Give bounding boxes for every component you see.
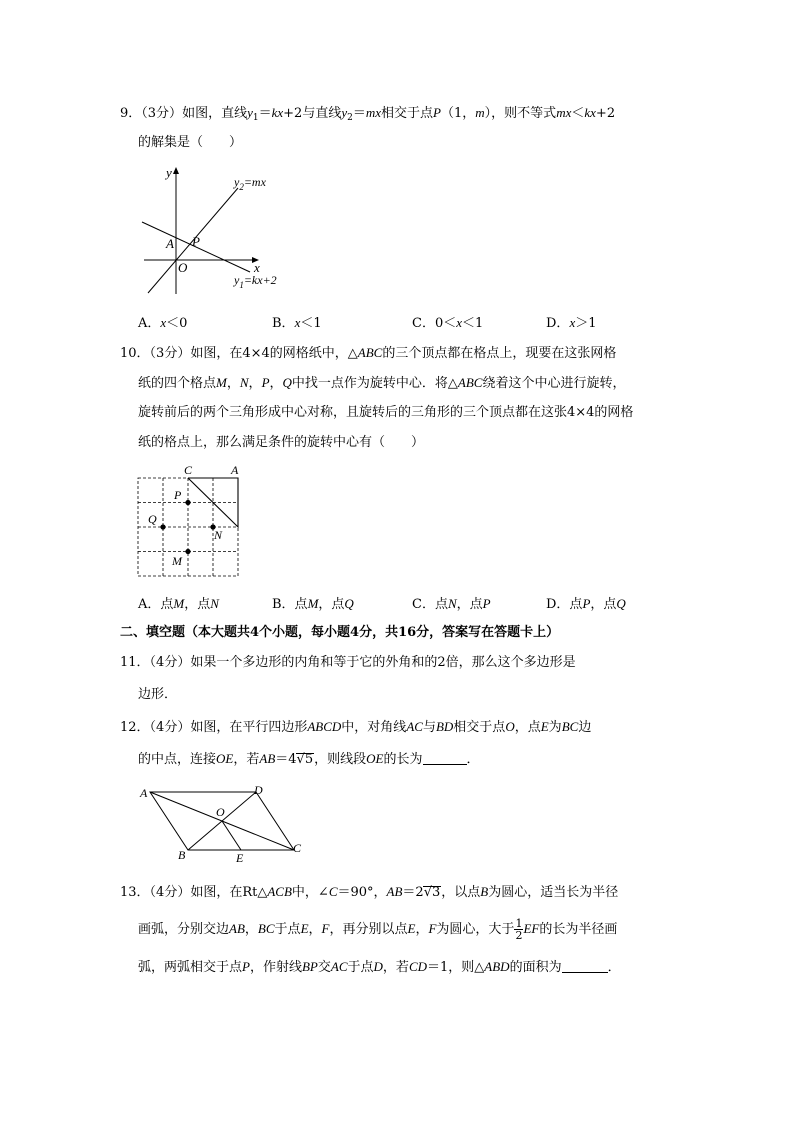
- q9-label-p: P: [192, 234, 200, 249]
- q13-line3: 弧，两弧相交于点P，作射线BP交AC于点D，若CD＝1，则△ABD的面积为 ．: [138, 959, 621, 975]
- q9-var: y: [341, 105, 348, 120]
- q10-line2: 纸的四个格点M，N，P，Q中找一点作为旋转中心．将△ABC绕着这个中心进行旋转，: [138, 375, 626, 391]
- q9-line1: [120, 104, 615, 127]
- q13-line2: 画弧，分别交边AB，BC于点E，F，再分别以点E，F为圆心，大于 $\frac{1}{2}$ EF的长为半径画: [138, 917, 618, 942]
- q13-answer-blank[interactable]: [562, 960, 608, 973]
- fraction-one-half: $\frac{1}{2}$: [515, 917, 523, 942]
- q12-label-o: O: [216, 805, 225, 819]
- q9-option-a[interactable]: A．x＜0: [138, 315, 188, 331]
- q12-number: 12．: [120, 720, 150, 735]
- q12-answer-blank[interactable]: [423, 752, 467, 765]
- q10-label-q: Q: [148, 512, 157, 526]
- q10-text: 的三个顶点都在格点上，现要在这张网格: [382, 346, 617, 361]
- q9-text: ＝: [352, 106, 366, 121]
- q10-option-d[interactable]: D．点P，点Q: [546, 596, 626, 612]
- q9-number: 9．: [120, 106, 142, 121]
- q13-line1: 13．（4分）如图，在Rt△ACB中，∠C＝90°，AB＝2√3，以点B为圆心，适当长为半径: [120, 884, 619, 900]
- q9-var: kx: [584, 105, 596, 120]
- q11-line2: 边形．: [138, 687, 178, 702]
- sqrt-symbol: √5: [296, 752, 314, 767]
- q10-text: 如图，在4×4的网格纸中，△: [190, 346, 358, 361]
- q9-option-b[interactable]: B．x＜1: [272, 315, 322, 331]
- q10-label-p: P: [174, 488, 182, 502]
- q10-option-b[interactable]: B．点M，点Q: [272, 596, 354, 612]
- q12-label-d: D: [254, 783, 263, 797]
- q12-figure: [136, 780, 316, 868]
- q9-sub: 2: [347, 113, 353, 123]
- q12-line1: 12．（4分）如图，在平行四边形ABCD中，对角线AC与BD相交于点O，点E为BC边: [120, 719, 592, 735]
- q10-option-c[interactable]: C．点N，点P: [412, 596, 491, 612]
- q10-options: [138, 593, 738, 611]
- q12-score: （4分）: [149, 720, 191, 735]
- q9-line2: 的解集是（ ）: [138, 135, 243, 150]
- q9-text: 相交于点: [381, 106, 434, 121]
- q11-line1: [120, 654, 576, 672]
- q9-var: m: [475, 105, 485, 120]
- q9-label-x: x: [254, 260, 260, 275]
- q9-var: P: [433, 105, 441, 120]
- q13-number: 13．: [120, 885, 150, 900]
- q10-line3: 旋转前后的两个三角形成中心对称，且旋转后的三角形的三个顶点都在这张4×4的网格: [138, 405, 634, 420]
- q9-options: [138, 312, 738, 330]
- q9-figure: [138, 164, 298, 298]
- q9-label-line1: $y_1=kx+2$: [234, 273, 277, 290]
- q12-label-b: B: [178, 848, 186, 862]
- q9-text: ），则不等式: [484, 106, 557, 121]
- q9-var: mx: [365, 105, 382, 120]
- q9-label-a: A: [166, 236, 174, 251]
- q9-text: 如图，直线: [182, 106, 248, 121]
- q9-option-d[interactable]: D．x＞1: [546, 315, 597, 331]
- q12-label-e: E: [236, 851, 244, 865]
- q10-label-m: M: [172, 554, 182, 568]
- q10-number: 10．: [120, 346, 150, 361]
- q10-option-a[interactable]: A．点M，点N: [138, 596, 219, 612]
- q9-sub: 1: [252, 113, 259, 123]
- q9-var: mx: [556, 105, 572, 120]
- q12-label-a: A: [140, 786, 148, 800]
- q9-text: ＝: [258, 106, 272, 121]
- q11-score: （4分）: [149, 655, 191, 670]
- q9-score: （3分）: [141, 106, 183, 121]
- q10-score: （3分）: [149, 346, 191, 361]
- q10-label-n: N: [214, 528, 223, 542]
- q11-number: 11．: [120, 655, 150, 670]
- q10-figure: [130, 462, 250, 580]
- q10-label-c: C: [184, 463, 193, 477]
- q9-var: kx: [271, 105, 284, 120]
- q10-point-q: [160, 524, 165, 529]
- q9-text: （1，: [441, 106, 476, 121]
- q10-var: ABC: [357, 345, 383, 360]
- q9-text: +2: [595, 106, 616, 121]
- q13-score: （4分）: [149, 885, 191, 900]
- q9-label-line2: $y_2=mx$: [234, 175, 266, 192]
- q9-option-c[interactable]: C．0＜x＜1: [412, 315, 484, 331]
- q9-text: ＜: [571, 106, 585, 121]
- q9-var: y: [247, 105, 253, 120]
- q10-line4: 纸的格点上，那么满足条件的旋转中心有（ ）: [138, 435, 425, 450]
- q10-point-p: [185, 500, 190, 505]
- q9-label-y: y: [166, 165, 172, 180]
- q9-text: +2与直线: [283, 106, 342, 121]
- q12-line2: 的中点，连接OE，若AB＝4√5，则线段OE的长为 ．: [138, 751, 480, 767]
- q9-y-arrow: [173, 167, 179, 174]
- q11-text: 如果一个多边形的内角和等于它的外角和的2倍，那么这个多边形是: [190, 655, 576, 670]
- q10-label-a: A: [231, 463, 239, 477]
- q10-line1: [120, 344, 616, 363]
- section-2-title: 二、填空题（本大题共4个小题，每小题4分，共16分，答案写在答题卡上）: [120, 625, 560, 640]
- sqrt-symbol: √3: [423, 885, 441, 900]
- q9-label-o: O: [178, 260, 188, 275]
- q12-label-c: C: [293, 841, 302, 855]
- q10-point-m: [185, 549, 190, 554]
